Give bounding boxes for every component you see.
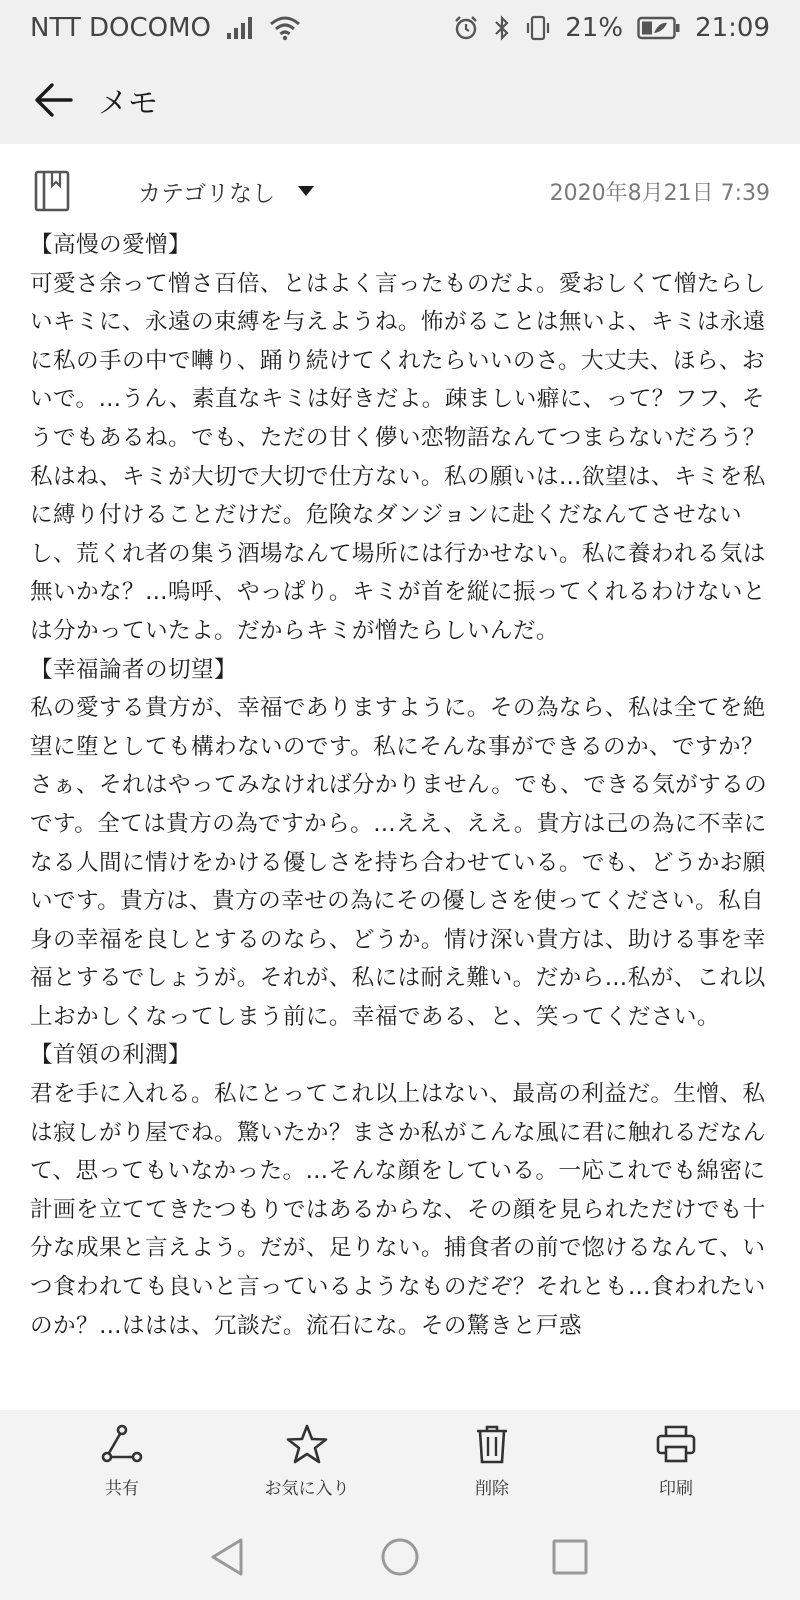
system-nav-bar bbox=[0, 1510, 800, 1600]
back-arrow-icon bbox=[34, 82, 74, 118]
status-bar bbox=[0, 0, 800, 56]
alarm-icon bbox=[453, 15, 479, 41]
category-selector[interactable] bbox=[138, 175, 315, 208]
dropdown-triangle-icon bbox=[297, 185, 315, 197]
page-title: メモ bbox=[98, 86, 158, 121]
notebook-icon bbox=[34, 170, 70, 212]
battery-icon bbox=[637, 16, 681, 40]
battery-percent: 21% bbox=[565, 13, 624, 43]
nav-back-button[interactable] bbox=[203, 1532, 253, 1582]
nav-home-circle-icon bbox=[375, 1532, 425, 1582]
app-bar bbox=[0, 56, 800, 144]
bluetooth-icon bbox=[493, 15, 511, 41]
favorite-button[interactable] bbox=[237, 1424, 377, 1499]
nav-home-button[interactable] bbox=[375, 1532, 425, 1582]
print-button[interactable] bbox=[606, 1424, 746, 1499]
bottom-toolbar bbox=[0, 1410, 800, 1510]
wifi-icon bbox=[269, 15, 301, 41]
delete-label: 削除 bbox=[475, 1479, 509, 1499]
nav-recents-button[interactable] bbox=[545, 1532, 595, 1582]
clock: 21:09 bbox=[695, 13, 770, 43]
trash-icon bbox=[471, 1424, 513, 1464]
share-label: 共有 bbox=[105, 1479, 139, 1499]
nav-recents-square-icon bbox=[545, 1532, 595, 1582]
memo-text[interactable]: 【高慢の愛憎】 可愛さ余って憎さ百倍、とはよく言ったものだよ。愛おしくて憎たらしいキミに、永遠の束縛を与えようね。怖がることは無いよ、キミは永遠に私の手の中で囀り、踊り続けてくれたらいいのさ。大丈夫、ほら、おいで。…うん、素直なキミは好きだよ。疎ましい癖に、って？フフ、そうでもあるね。でも、ただの甘く儚い恋物語なんてつまらないだろう？私はね、キミが大切で大切で仕方ない。私の願いは…欲望は、キミを私に縛り付けることだけだ。危険なダンジョンに赴くだなんてさせないし、荒くれ者の集う酒場なんて場所には行かせない。私に養われる気は無いかな？…嗚呼、やっぱり。キミが首を縦に振ってくれるわけないとは分かっていたよ。だからキミが憎たらしいんだ。 【幸福論者の切望】 私の愛する貴方が、幸福でありますように。その為なら、私は全てを絶望に堕としても構わないのです。私にそんな事ができるのか、ですか？さぁ、それはやってみなければ分かりません。でも、できる気がするのです。全ては貴方の為ですから。…ええ、ええ。貴方は己の為に不幸になる人間に情けをかける優しさを持ち合わせている。でも、どうかお願いです。貴方は、貴方の幸せの為にその優しさを使ってください。私自身の幸福を良しとするのなら、どうか。情け深い貴方は、助ける事を幸福とするでしょうが。それが、私には耐え難い。だから…私が、これ以上おかしくなってしまう前に。幸福である、と、笑ってください。 【首領の利潤】 君を手に入れる。私にとってこれ以上はない、最高の利益だ。生憎、私は寂しがり屋でね。驚いたか？まさか私がこんな風に君に触れるだなんて、思ってもいなかった。…そんな顔をしている。一応これでも綿密に計画を立ててきたつもりではあるからな、その顔を見られただけでも十分な成果と言えよう。だが、足りない。捕食者の前で惚けるなんて、いつ食われても良いと言っているようなものだぞ？それとも…食われたいのか？…ははは、冗談だ。流石にな。その驚きと戸惑 bbox=[30, 232, 768, 1339]
share-icon bbox=[101, 1424, 143, 1464]
carrier-name: NTT DOCOMO bbox=[30, 13, 212, 43]
star-icon bbox=[286, 1424, 328, 1464]
signal-icon bbox=[225, 15, 255, 41]
printer-icon bbox=[655, 1424, 697, 1464]
back-button[interactable] bbox=[32, 78, 76, 122]
nav-back-triangle-icon bbox=[203, 1532, 253, 1582]
print-label: 印刷 bbox=[659, 1479, 693, 1499]
category-label: カテゴリなし bbox=[138, 180, 276, 207]
vibrate-icon bbox=[525, 15, 551, 41]
memo-date: 2020年8月21日 7:39 bbox=[549, 180, 770, 206]
favorite-label: お気に入り bbox=[264, 1479, 350, 1499]
memo-meta-row bbox=[0, 160, 800, 222]
share-button[interactable] bbox=[52, 1424, 192, 1499]
delete-button[interactable] bbox=[422, 1424, 562, 1499]
